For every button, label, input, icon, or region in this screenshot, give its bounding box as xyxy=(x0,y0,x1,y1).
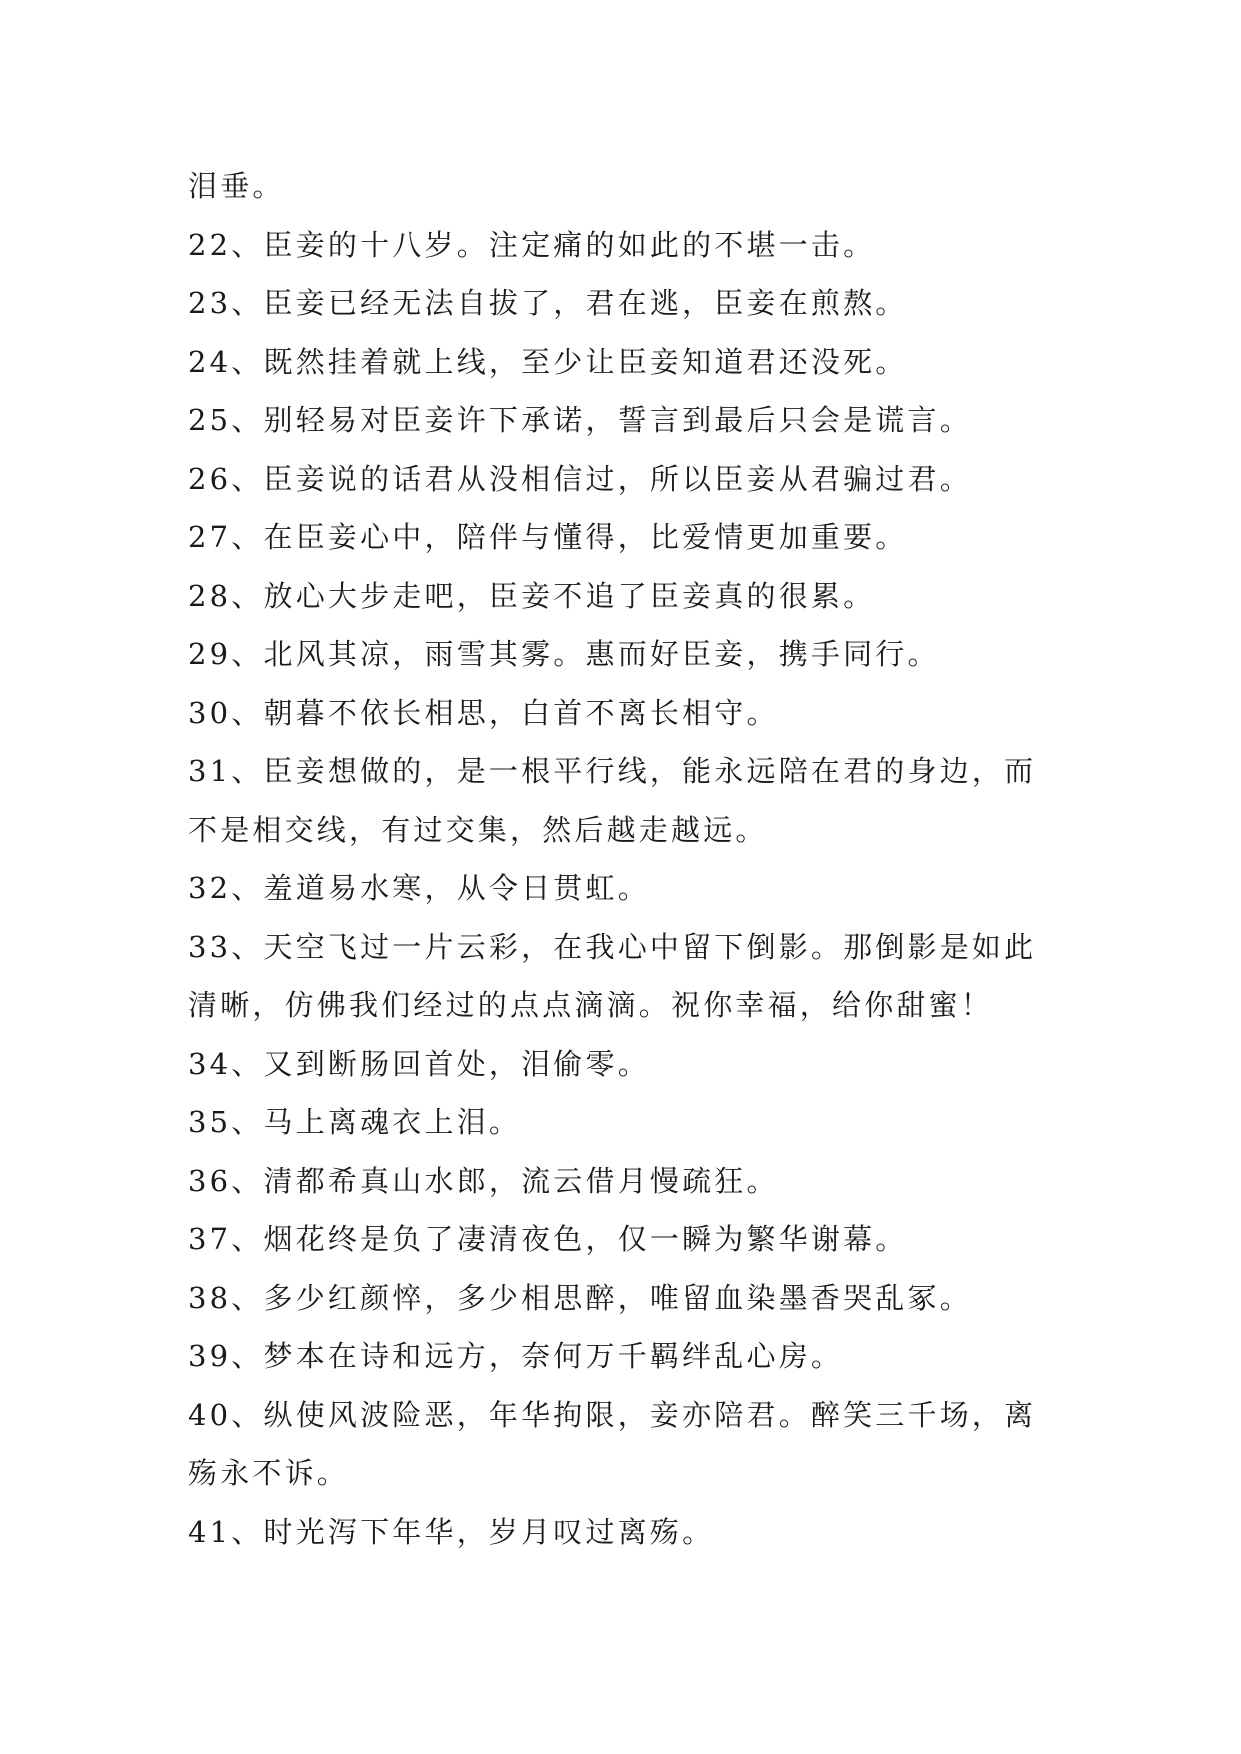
text-line: 34、又到断肠回首处，泪偷零。 xyxy=(188,1046,650,1081)
text-line: 22、臣妾的十八岁。注定痛的如此的不堪一击。 xyxy=(188,227,876,262)
text-line: 40、纵使风波险恶，年华拘限，妾亦陪君。醉笑三千场，离 xyxy=(188,1397,1037,1432)
text-line: 泪垂。 xyxy=(188,169,285,203)
text-line: 38、多少红颜悴，多少相思醉，唯留血染墨香哭乱冢。 xyxy=(188,1280,972,1315)
text-line: 33、天空飞过一片云彩，在我心中留下倒影。那倒影是如此 xyxy=(188,929,1037,964)
text-line: 不是相交线，有过交集，然后越走越远。 xyxy=(188,812,768,847)
text-line: 29、北风其凉，雨雪其雾。惠而好臣妾，携手同行。 xyxy=(188,637,940,671)
text-line: 25、别轻易对臣妾许下承诺，誓言到最后只会是谎言。 xyxy=(188,403,972,437)
text-line: 28、放心大步走吧，臣妾不追了臣妾真的很累。 xyxy=(188,578,876,613)
text-line: 31、臣妾想做的，是一根平行线，能永远陪在君的身边，而 xyxy=(188,754,1037,788)
text-line: 清晰，仿佛我们经过的点点滴滴。祝你幸福，给你甜蜜！ xyxy=(188,988,994,1022)
text-line: 35、马上离魂衣上泪。 xyxy=(188,1105,522,1139)
text-line: 27、在臣妾心中，陪伴与懂得，比爱情更加重要。 xyxy=(188,520,908,554)
text-line: 36、清都希真山水郎，流云借月慢疏狂。 xyxy=(188,1163,779,1198)
text-line: 26、臣妾说的话君从没相信过，所以臣妾从君骗过君。 xyxy=(188,461,972,496)
text-line: 24、既然挂着就上线，至少让臣妾知道君还没死。 xyxy=(188,344,908,379)
text-line: 30、朝暮不依长相思，白首不离长相守。 xyxy=(188,695,779,730)
text-line: 39、梦本在诗和远方，奈何万千羁绊乱心房。 xyxy=(188,1339,844,1373)
text-line: 殇永不诉。 xyxy=(188,1456,350,1490)
text-line: 37、烟花终是负了凄清夜色，仅一瞬为繁华谢幕。 xyxy=(188,1222,908,1256)
text-line: 23、臣妾已经无法自拔了，君在逃，臣妾在煎熬。 xyxy=(188,286,908,320)
document-body xyxy=(188,157,1068,1561)
text-line: 41、时光泻下年华，岁月叹过离殇。 xyxy=(188,1514,715,1549)
text-line: 32、羞道易水寒，从令日贯虹。 xyxy=(188,871,650,905)
